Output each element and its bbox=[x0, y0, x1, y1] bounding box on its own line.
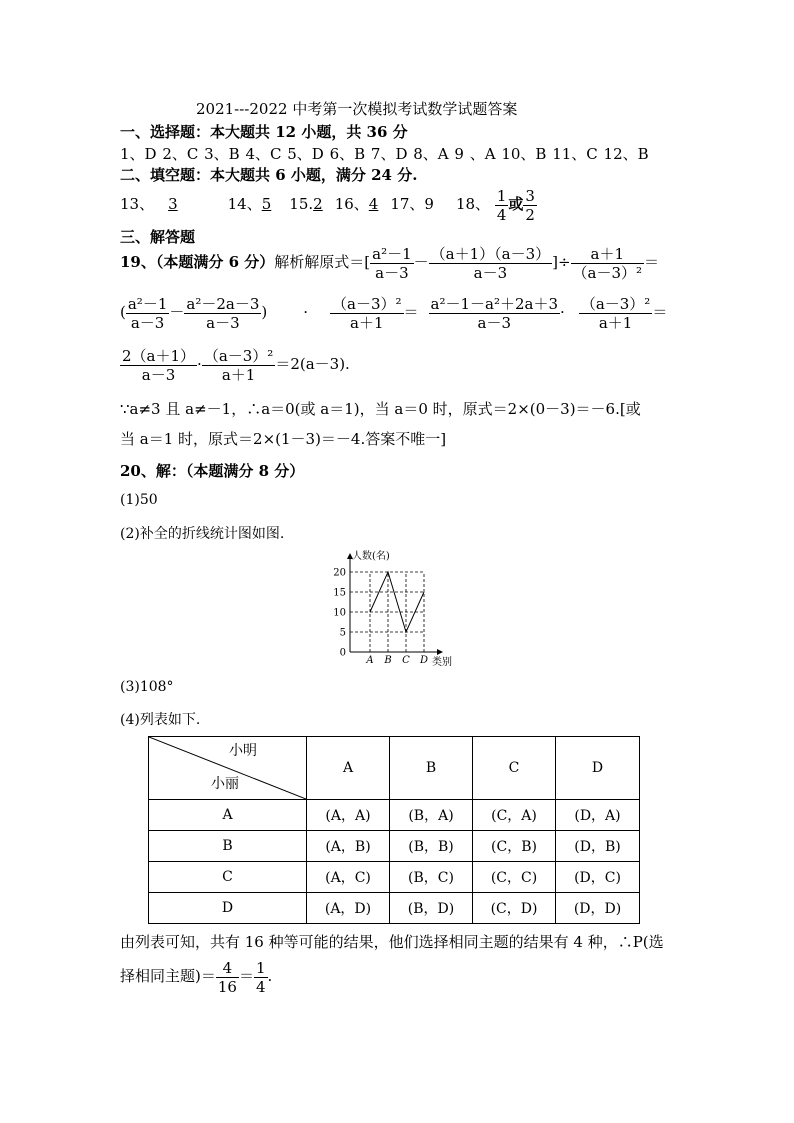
section-3-heading: 三、解答题 bbox=[120, 228, 196, 246]
q18-or: 或 bbox=[508, 195, 524, 213]
q13-label: 13、 bbox=[120, 195, 155, 213]
y-tick-label: 5 bbox=[339, 627, 346, 639]
fraction-6: $\frac{\text{（a－3）²}}{a+1}$ bbox=[332, 294, 402, 332]
col-header: B bbox=[390, 737, 473, 800]
table-cell: (D，D) bbox=[556, 893, 640, 924]
fraction-1: $\frac{\text{a²－1}}{a-3}$ bbox=[372, 244, 412, 282]
q15-label: 15. bbox=[289, 195, 314, 213]
fraction-7: $\frac{\text{a²－1－a²＋2a＋3}}{a-3}$ bbox=[430, 294, 559, 332]
x-tick-label: B bbox=[384, 655, 392, 666]
probability-fraction: $\frac{4}{16}$ bbox=[217, 958, 237, 996]
section-1-heading: 一、选择题：本大题共 12 小题，共 36 分 bbox=[120, 123, 408, 141]
fraction-2: $\frac{(a+1)(a-3)}{a-3}$ bbox=[430, 244, 551, 282]
table-cell: (A，B) bbox=[307, 831, 390, 862]
table-corner-cell bbox=[149, 737, 307, 800]
col-header: C bbox=[473, 737, 556, 800]
table-cell: (C，B) bbox=[473, 831, 556, 862]
fraction-9: $\frac{2(a+1)}{a-3}$ bbox=[122, 346, 196, 384]
table-cell: (B，D) bbox=[390, 893, 473, 924]
table-row bbox=[149, 893, 640, 924]
q16-answer: 4 bbox=[368, 195, 379, 213]
equals-sign: ＝ bbox=[644, 253, 660, 271]
row-header: B bbox=[149, 831, 307, 862]
table-cell: (D，B) bbox=[556, 831, 640, 862]
fraction-5: $\frac{\text{a²－2a－3}}{a-3}$ bbox=[186, 294, 260, 332]
table-cell: (A，C) bbox=[307, 862, 390, 893]
equals-sign: ＝ bbox=[238, 967, 254, 985]
q19-result: ＝2(a－3). bbox=[275, 355, 350, 373]
y-tick-label: 10 bbox=[333, 607, 346, 619]
table-cell: (C，A) bbox=[473, 800, 556, 831]
period: . bbox=[267, 967, 273, 985]
choice-answers: 1、D 2、C 3、B 4、C 5、D 6、B 7、D 8、A 9 、A 10、B 11、C 12、B bbox=[120, 145, 649, 163]
q20-part-4: (4)列表如下. bbox=[120, 712, 201, 728]
q20-part-2: (2)补全的折线统计图如图. bbox=[120, 526, 285, 542]
q19-line-3: $\frac{2(a+1)}{a-3}$ · $\frac{\text{（a－3）²}}{a+1}$ ＝2(a－3). bbox=[122, 346, 350, 384]
probability-simplified: $\frac{1}{4}$ bbox=[255, 958, 266, 996]
q20-part-3: (3)108° bbox=[120, 679, 174, 695]
q19-condition-line-2: 当 a＝1 时，原式＝2×(1－3)＝－4.答案不唯一] bbox=[120, 430, 447, 448]
table-row bbox=[149, 831, 640, 862]
q19-heading: 19、（本题满分 6 分） bbox=[120, 253, 275, 271]
fraction-10: $\frac{\text{（a－3）²}}{a+1}$ bbox=[203, 346, 274, 384]
q18-fraction-1: $\frac{1}{4}$ bbox=[496, 186, 507, 224]
col-header: D bbox=[556, 737, 640, 800]
q16-label: 16、 bbox=[334, 195, 369, 213]
q20-part-1: (1)50 bbox=[120, 492, 158, 508]
y-tick-label: 0 bbox=[339, 647, 346, 659]
page-title: 2021---2022 中考第一次模拟考试数学试题答案 bbox=[196, 100, 518, 118]
conclusion-line-1: 由列表可知，共有 16 种等可能的结果，他们选择相同主题的结果有 4 种，∴P(选 bbox=[120, 933, 664, 951]
fraction-4: $\frac{\text{a²－1}}{a-3}$ bbox=[127, 294, 168, 332]
y-tick-label: 15 bbox=[333, 587, 346, 599]
conclusion-line-2 bbox=[120, 956, 272, 996]
q14-answer: 5 bbox=[261, 195, 272, 213]
q17-answer: 17、9 bbox=[390, 195, 434, 213]
table-cell: (D，A) bbox=[556, 800, 640, 831]
x-axis-label: 类别 bbox=[432, 657, 452, 668]
fraction-3: $\frac{a+1}{\text{（a－3）²}}$ bbox=[572, 244, 643, 282]
y-axis-label: 人数(名) bbox=[352, 551, 390, 562]
x-tick-label: D bbox=[419, 655, 429, 666]
col-header: A bbox=[307, 737, 390, 800]
data-line bbox=[370, 572, 424, 632]
corner-bottom-label: 小丽 bbox=[211, 776, 239, 792]
divide-sign: ]÷ bbox=[552, 253, 571, 271]
q18-fraction-2: $\frac{3}{2}$ bbox=[525, 186, 535, 224]
q20-heading: 20、解：（本题满分 8 分） bbox=[120, 462, 305, 480]
table-cell: (A，A) bbox=[307, 800, 390, 831]
conclusion-prefix: 择相同主题)＝ bbox=[120, 967, 216, 985]
x-tick-label: C bbox=[402, 655, 410, 666]
table-cell: (C，C) bbox=[473, 862, 556, 893]
q19-line-1: 19、（本题满分 6 分）解析解原式＝[ $\frac{\text{a²－1}}{a-3}$ － $\frac{(a+1)(a-3)}{a-3}$ ]÷ $\frac{a+1}{\text{（a－3）²}}$ ＝ bbox=[120, 244, 660, 282]
q19-condition-line-1: ∵a≠3 且 a≠－1，∴a＝0(或 a＝1)，当 a＝0 时，原式＝2×(0－3)＝－6.[或 bbox=[120, 400, 641, 418]
row-header: C bbox=[149, 862, 307, 893]
table-row bbox=[149, 862, 640, 893]
table-cell: (B，B) bbox=[390, 831, 473, 862]
table-cell: (A，D) bbox=[307, 893, 390, 924]
table-cell: (C，D) bbox=[473, 893, 556, 924]
outcome-table bbox=[148, 736, 640, 924]
fraction-8: $\frac{\text{（a－3）²}}{a+1}$ bbox=[580, 294, 651, 332]
table-cell: (D，C) bbox=[556, 862, 640, 893]
q15-answer: 2 bbox=[313, 195, 323, 213]
table-row bbox=[149, 800, 640, 831]
chart-grid bbox=[350, 572, 424, 652]
x-tick-label: A bbox=[366, 655, 374, 666]
q18-label: 18、 bbox=[455, 195, 491, 213]
row-header: A bbox=[149, 800, 307, 831]
y-tick-label: 20 bbox=[333, 567, 346, 579]
q19-line-2: ( $\frac{\text{a²－1}}{a-3}$ － $\frac{\text{a²－2a－3}}{a-3}$ ) · $\frac{\text{（a－3）²}}{a+1}$ ＝ $\frac{\text{a²－1－a²＋2a＋3}}{a-3}$ · $\frac{\text{（a－3）²}}{a+1}$ ＝ bbox=[120, 294, 668, 332]
q19-intro: 解析解原式＝[ bbox=[274, 253, 371, 271]
corner-top-label: 小明 bbox=[229, 743, 257, 759]
equals-sign: ＝ bbox=[652, 303, 668, 321]
row-header: D bbox=[149, 893, 307, 924]
table-cell: (B，C) bbox=[390, 862, 473, 893]
table-cell: (B，A) bbox=[390, 800, 473, 831]
q13-answer: 3 bbox=[168, 195, 178, 213]
fill-answers-row bbox=[120, 186, 537, 224]
q14-label: 14、 bbox=[227, 195, 262, 213]
section-2-heading: 二、填空题：本大题共 6 小题，满分 24 分. bbox=[120, 166, 418, 184]
line-chart bbox=[330, 548, 460, 670]
equals-sign: ＝ bbox=[403, 303, 419, 321]
